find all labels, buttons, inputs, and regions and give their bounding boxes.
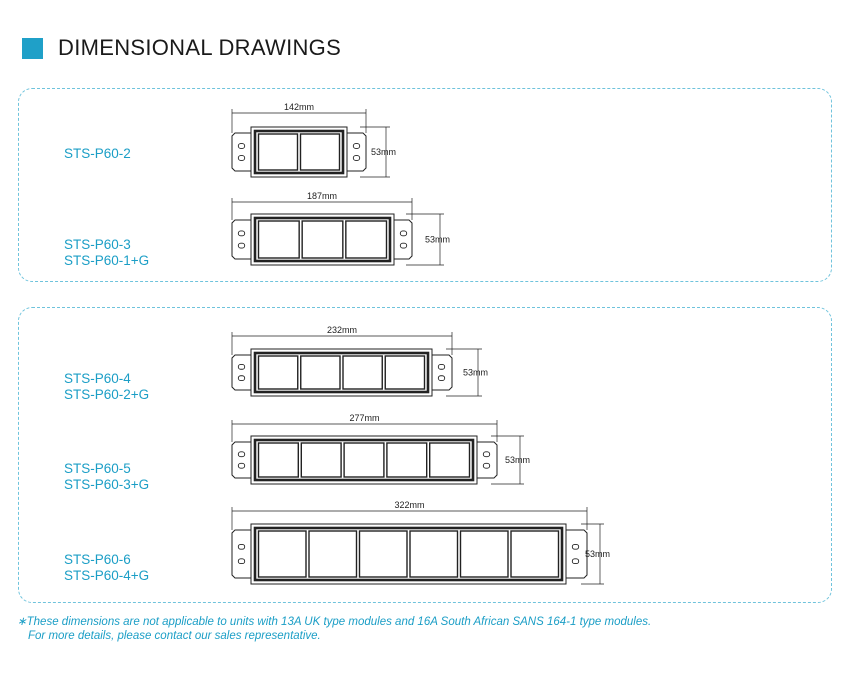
mounting-bracket-left	[232, 530, 251, 578]
socket-module	[259, 356, 298, 389]
mounting-hole	[238, 243, 244, 248]
model-name: STS-P60-6	[64, 552, 131, 567]
mounting-bracket-right	[477, 442, 497, 478]
drawing-sts-p60-3	[232, 191, 450, 265]
socket-module	[259, 134, 298, 170]
mounting-bracket-left	[232, 442, 251, 478]
socket-module	[430, 443, 470, 477]
mounting-hole	[238, 156, 244, 161]
model-name: STS-P60-4+G	[64, 568, 150, 583]
height-dimension-label: 53mm	[371, 147, 397, 157]
height-dimension-label: 53mm	[425, 234, 451, 245]
mounting-bracket-left	[232, 220, 251, 259]
mounting-hole	[238, 559, 244, 564]
mounting-hole	[438, 376, 444, 381]
footnote	[17, 615, 651, 643]
socket-module	[346, 221, 387, 258]
socket-module	[309, 531, 357, 577]
socket-module	[511, 531, 559, 577]
mounting-hole	[238, 231, 244, 236]
model-name: STS-P60-4	[64, 371, 131, 386]
mounting-bracket-right	[566, 530, 587, 578]
socket-module	[343, 356, 382, 389]
mounting-bracket-left	[232, 133, 251, 171]
socket-module	[259, 531, 307, 577]
mounting-bracket-right	[432, 355, 452, 390]
socket-module	[385, 356, 424, 389]
width-dimension-label: 187mm	[306, 191, 338, 201]
height-dimension-label: 53mm	[585, 549, 611, 559]
model-name: STS-P60-2	[64, 146, 131, 161]
socket-module	[302, 221, 343, 258]
mounting-hole	[238, 364, 244, 369]
page-title: DIMENSIONAL DRAWINGS	[58, 35, 342, 60]
mounting-hole	[572, 559, 578, 564]
mounting-hole	[400, 231, 406, 236]
mounting-hole	[238, 463, 244, 468]
mounting-hole	[353, 156, 359, 161]
model-name: STS-P60-2+G	[64, 387, 150, 402]
height-dimension-label: 53mm	[463, 367, 489, 378]
drawing-sts-p60-2	[232, 102, 396, 177]
mounting-hole	[400, 243, 406, 248]
height-dimension-label: 53mm	[505, 455, 531, 465]
socket-module	[360, 531, 408, 577]
width-dimension-label: 232mm	[326, 325, 358, 335]
mounting-bracket-left	[232, 355, 251, 390]
mounting-hole	[238, 144, 244, 149]
drawing-sts-p60-5	[232, 413, 530, 484]
mounting-hole	[238, 452, 244, 457]
model-name: STS-P60-3+G	[64, 477, 150, 492]
socket-module	[301, 134, 340, 170]
socket-module	[301, 356, 340, 389]
mounting-hole	[483, 452, 489, 457]
socket-module	[259, 221, 300, 258]
model-name: STS-P60-5	[64, 461, 131, 476]
footnote-line-1: ∗These dimensions are not applicable to units with 13A UK type modules and 16A South African SANS 164-1 type modules.	[17, 616, 652, 628]
mounting-hole	[238, 544, 244, 549]
mounting-hole	[572, 544, 578, 549]
width-dimension-label: 277mm	[349, 413, 380, 423]
footnote-line-2: For more details, please contact our sales representative.	[28, 630, 321, 642]
mounting-hole	[353, 144, 359, 149]
mounting-hole	[483, 463, 489, 468]
mounting-hole	[238, 376, 244, 381]
model-name: STS-P60-3	[64, 237, 131, 252]
socket-module	[344, 443, 384, 477]
width-dimension-label: 322mm	[394, 500, 425, 510]
mounting-bracket-right	[347, 133, 366, 171]
mounting-hole	[438, 364, 444, 369]
mounting-bracket-right	[394, 220, 412, 259]
socket-module	[461, 531, 509, 577]
drawing-sts-p60-4	[232, 325, 488, 396]
socket-module	[410, 531, 458, 577]
socket-module	[387, 443, 427, 477]
width-dimension-label: 142mm	[283, 102, 315, 112]
model-name: STS-P60-1+G	[64, 253, 150, 268]
socket-module	[301, 443, 341, 477]
drawing-sts-p60-6	[232, 500, 610, 584]
socket-module	[259, 443, 299, 477]
